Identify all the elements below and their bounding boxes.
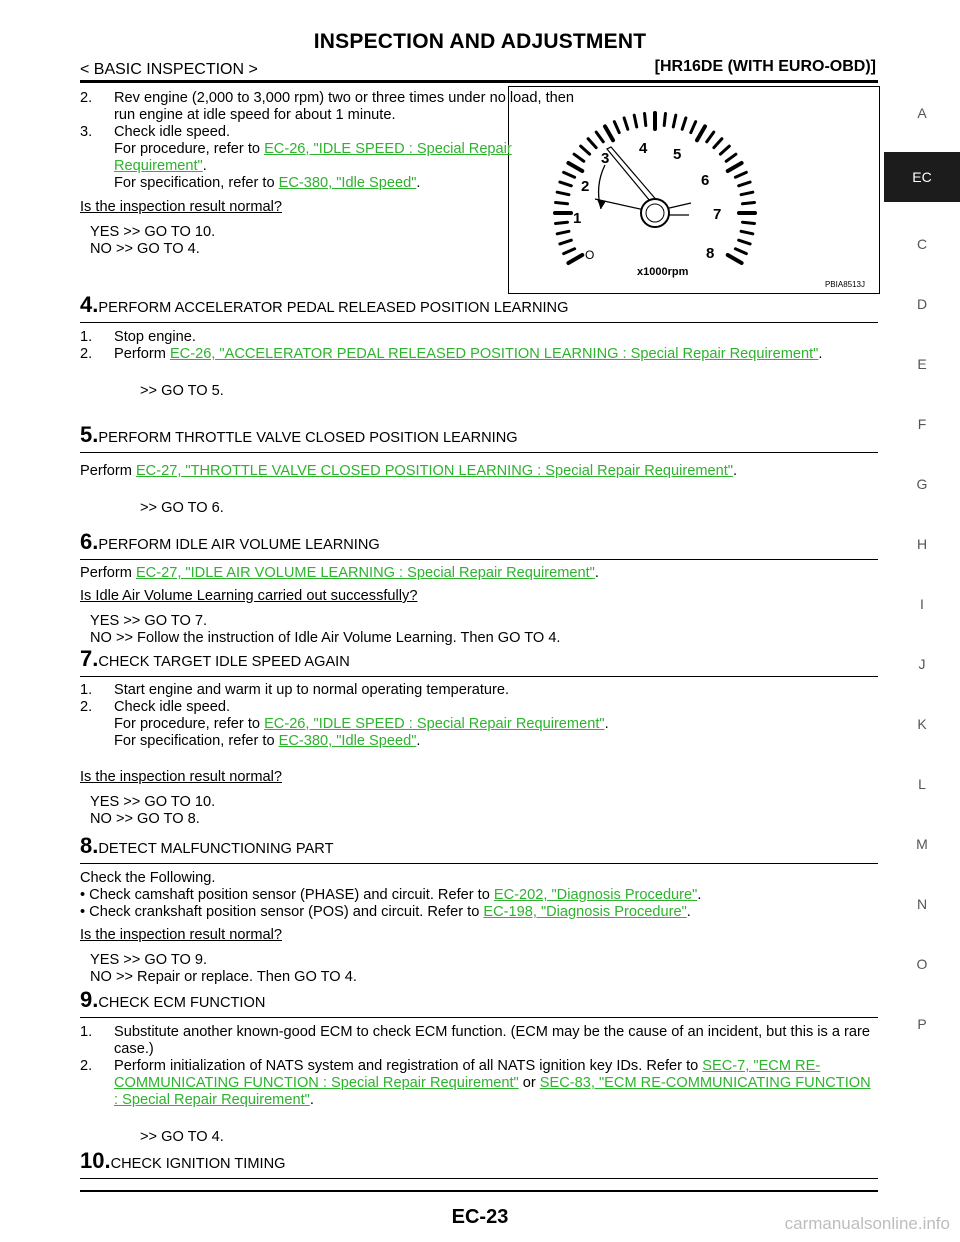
- step-7-heading: 7.CHECK TARGET IDLE SPEED AGAIN: [80, 650, 878, 677]
- ecm-recommunicating-link-2[interactable]: SEC-83, "ECM RE-COMMUNICATING FUNCTION : Special Repair Requirement": [114, 1075, 871, 1108]
- dial-tick: [728, 255, 742, 263]
- tab-f[interactable]: F: [917, 416, 927, 432]
- tab-e[interactable]: E: [917, 356, 927, 372]
- idle-air-volume-link[interactable]: EC-27, "IDLE AIR VOLUME LEARNING : Special Repair Requirement": [135, 565, 595, 581]
- idle-speed-spec-link[interactable]: EC-380, "Idle Speed": [278, 733, 417, 749]
- answer-yes: YES >> GO TO 10.: [90, 794, 216, 810]
- dial-tick: [726, 154, 736, 161]
- dial-tick: [739, 240, 750, 244]
- question: Is the inspection result normal?: [80, 927, 282, 943]
- dial-tick: [697, 126, 705, 140]
- answer-yes: YES >> GO TO 10.: [90, 224, 216, 240]
- needle: [607, 147, 659, 207]
- step-5-heading: 5.PERFORM THROTTLE VALVE CLOSED POSITION LEARNING: [80, 426, 878, 453]
- list-item: 2. Rev engine (2,000 to 3,000 rpm) two or three times under no load, then run engine at idle speed for about 1 minute.: [80, 90, 574, 123]
- section-label: < BASIC INSPECTION >: [80, 61, 258, 78]
- list-item: 1. Stop engine.: [80, 329, 196, 345]
- watermark: carmanualsonline.info: [784, 1214, 950, 1233]
- figure-id: PBIA8513J: [824, 280, 865, 289]
- goto: >> GO TO 6.: [140, 500, 224, 516]
- step-6-heading: 6.PERFORM IDLE AIR VOLUME LEARNING: [80, 533, 878, 560]
- answer-yes: YES >> GO TO 7.: [90, 613, 208, 629]
- answer-no: NO >> GO TO 8.: [90, 811, 200, 827]
- dial-tick: [741, 231, 753, 233]
- tab-n[interactable]: N: [916, 896, 928, 912]
- dial-tick: [743, 222, 755, 223]
- dial-tick: [743, 203, 755, 204]
- list-item: 1. Start engine and warm it up to normal operating temperature.: [80, 682, 510, 698]
- dial-tick: [605, 126, 613, 140]
- model-label: [HR16DE (WITH EURO-OBD)]: [654, 58, 876, 75]
- dial-number: 2: [581, 178, 590, 195]
- answer-yes: YES >> GO TO 9.: [90, 952, 208, 968]
- dial-number: 1: [573, 210, 582, 227]
- list-item: 1. Substitute another known-good ECM to check ECM function. (ECM may be the cause of an incident, but this is a rare case.): [80, 1024, 871, 1057]
- dial-number: 7: [713, 206, 722, 223]
- tab-g[interactable]: G: [916, 476, 928, 492]
- step-8-body: Check the Following. • Check camshaft position sensor (PHASE) and circuit. Refer to EC-202, "Diagnosis Procedure". • Check crankshaft position sensor (POS) and circuit. Refer to EC-198, "Diagnosis Procedure". Is the inspection result normal? YES >> GO TO 9. NO >> Repair or replace. Then GO TO 4.: [80, 870, 878, 986]
- answer-no: NO >> Repair or replace. Then GO TO 4.: [90, 969, 357, 985]
- camshaft-sensor-link[interactable]: EC-202, "Diagnosis Procedure": [493, 887, 698, 903]
- dial-tick: [645, 114, 646, 126]
- tab-k[interactable]: K: [917, 716, 927, 732]
- dial-number: O: [585, 248, 595, 262]
- question: Is the inspection result normal?: [80, 769, 282, 785]
- dial-tick: [728, 163, 742, 171]
- dial-number: 5: [673, 146, 682, 163]
- question: Is Idle Air Volume Learning carried out successfully?: [80, 588, 418, 604]
- idle-speed-link[interactable]: EC-26, "IDLE SPEED : Special Repair Requirement": [264, 716, 605, 732]
- step-3-continued: [80, 90, 580, 258]
- dial-number: 8: [706, 245, 715, 262]
- dial-tick: [673, 115, 675, 127]
- step-7-body: [80, 682, 878, 828]
- page-title: INSPECTION AND ADJUSTMENT: [313, 30, 647, 53]
- tab-m[interactable]: M: [916, 836, 928, 852]
- dial-tick: [735, 249, 746, 254]
- header-rule: [80, 80, 878, 83]
- dial-tick: [624, 118, 628, 129]
- tab-ec[interactable]: EC: [884, 152, 960, 202]
- list-item: 2. Perform EC-26, "ACCELERATOR PEDAL RELEASED POSITION LEARNING : Special Repair Requirement".: [80, 346, 823, 362]
- dial-tick: [596, 132, 603, 142]
- step-5-body: Perform EC-27, "THROTTLE VALVE CLOSED POSITION LEARNING : Special Repair Requirement". >> GO TO 6.: [80, 463, 878, 517]
- dial-number: 4: [639, 140, 648, 157]
- dial-tick: [691, 122, 696, 133]
- crankshaft-sensor-link[interactable]: EC-198, "Diagnosis Procedure": [483, 904, 687, 920]
- ecm-recommunicating-link[interactable]: SEC-7, "ECM RE-COMMUNICATING FUNCTION : Special Repair Requirement": [114, 1058, 821, 1091]
- tab-h[interactable]: H: [916, 536, 928, 552]
- dial-number: 6: [701, 172, 710, 189]
- footer-rule: [80, 1190, 878, 1192]
- unit-label: x1000rpm: [637, 266, 689, 278]
- tab-p[interactable]: P: [917, 1016, 927, 1032]
- dial-tick: [720, 146, 729, 154]
- dial-tick: [741, 192, 753, 194]
- tab-l[interactable]: L: [918, 776, 926, 792]
- tab-j[interactable]: J: [918, 656, 926, 672]
- step-4-heading: 4.PERFORM ACCELERATOR PEDAL RELEASED POSITION LEARNING: [80, 296, 878, 323]
- step-8-heading: 8.DETECT MALFUNCTIONING PART: [80, 837, 878, 864]
- tab-d[interactable]: D: [916, 296, 928, 312]
- tab-o[interactable]: O: [916, 956, 928, 972]
- list-item: 3. Check idle speed. For procedure, refer to EC-26, "IDLE SPEED : Special Repair Requirement". For specification, refer to EC-380, "Idle Speed".: [80, 124, 512, 191]
- goto: >> GO TO 4.: [140, 1129, 224, 1145]
- question: Is the inspection result normal?: [80, 199, 282, 215]
- accel-pedal-learning-link[interactable]: EC-26, "ACCELERATOR PEDAL RELEASED POSITION LEARNING : Special Repair Requirement": [169, 346, 819, 362]
- page-number: EC-23: [451, 1206, 509, 1228]
- dial-tick: [735, 172, 746, 177]
- step-9-body: [80, 1024, 878, 1146]
- step-10-heading: 10.CHECK IGNITION TIMING: [80, 1152, 878, 1179]
- list-item: 2. Perform initialization of NATS system and registration of all NATS ignition key IDs. Refer to SEC-7, "ECM RE-COMMUNICATING FUNCTION : Special Repair Requirement" or SEC-83, "ECM RE-COMMUNICATING FUNCTION : Special Repair Requirement".: [80, 1058, 871, 1108]
- dial-tick: [664, 114, 665, 126]
- answer-no: NO >> GO TO 4.: [90, 241, 200, 257]
- answer-no: NO >> Follow the instruction of Idle Air Volume Learning. Then GO TO 4.: [90, 630, 561, 646]
- dial-tick: [707, 132, 714, 142]
- step-9-heading: 9.CHECK ECM FUNCTION: [80, 991, 878, 1018]
- list-item: 2. Check idle speed. For procedure, refer to EC-26, "IDLE SPEED : Special Repair Requirement". For specification, refer to EC-380, "Idle Speed".: [80, 699, 609, 749]
- dial-number: 3: [601, 150, 610, 167]
- step-6-body: Perform EC-27, "IDLE AIR VOLUME LEARNING : Special Repair Requirement". Is Idle Air Volume Learning carried out successfully? YES >> GO TO 7. NO >> Follow the instruction of Idle Air Volume Learning. Then GO TO 4.: [80, 565, 878, 647]
- dial-tick: [634, 115, 636, 127]
- idle-speed-link[interactable]: EC-26, "IDLE SPEED : Special Repair Requirement": [114, 141, 512, 174]
- tab-i[interactable]: I: [920, 596, 924, 612]
- dial-tick: [714, 139, 722, 148]
- idle-speed-spec-link[interactable]: EC-380, "Idle Speed": [278, 175, 417, 191]
- dial-tick: [739, 182, 750, 186]
- dial-tick: [614, 122, 619, 133]
- dial-tick: [682, 118, 686, 129]
- throttle-valve-learning-link[interactable]: EC-27, "THROTTLE VALVE CLOSED POSITION LEARNING : Special Repair Requirement": [135, 463, 733, 479]
- tab-a[interactable]: A: [917, 105, 927, 121]
- dial-tick: [581, 146, 590, 154]
- dial-tick: [588, 139, 596, 148]
- tab-c[interactable]: C: [916, 236, 928, 252]
- goto: >> GO TO 5.: [140, 383, 224, 399]
- step-4-body: [80, 329, 878, 400]
